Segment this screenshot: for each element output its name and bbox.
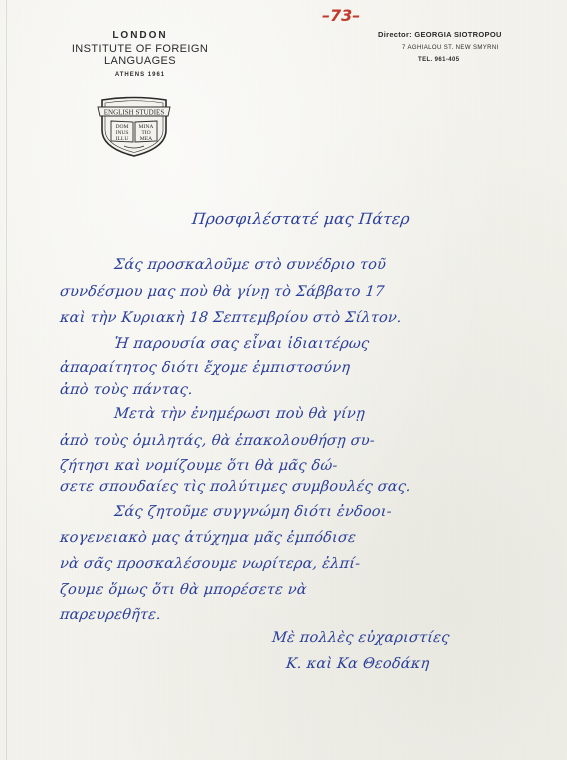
emblem-book-right-2: TIO — [141, 130, 151, 136]
letter-line: νὰ σᾶς προσκαλέσουμε νωρίτερα, ἐλπί- — [59, 556, 362, 572]
letter-line: ἀπὸ τοὺς ὁμιλητάς, θὰ ἐπακολουθήσῃ συ- — [59, 433, 376, 449]
emblem-book-right-1: MINA — [138, 124, 154, 130]
emblem-banner-text: ENGLISH STUDIES — [103, 108, 165, 117]
letterhead-director: Director: GEORGIA SIOTROPOU — [378, 30, 502, 39]
emblem-book-right-3: MEA — [139, 136, 153, 142]
letterhead-city: LONDON — [112, 30, 168, 41]
letter-line: σετε σπουδαίες τὶς πολύτιμες συμβουλές σας. — [59, 479, 412, 495]
letterhead-address: 7 AGHIALOU ST. NEW SMYRNI — [402, 45, 499, 51]
letter-line: ζήτησι καὶ νομίζουμε ὅτι θὰ μᾶς δώ- — [59, 458, 339, 474]
letter-line: συνδέσμου μας ποὺ θὰ γίνῃ τὸ Σάββατο 17 — [59, 284, 386, 300]
letter-line: Ἡ παρουσία σας εἶναι ἰδιαιτέρως — [113, 336, 371, 352]
letter-line: κογενειακὸ μας ἀτύχημα μᾶς ἐμπόδισε — [59, 530, 357, 546]
letterhead-left — [40, 30, 240, 78]
page-number: –73– — [322, 6, 361, 25]
letter-line: Σάς προσκαλοῦμε στὸ συνέδριο τοῦ — [113, 257, 387, 273]
letterhead-right — [378, 30, 538, 63]
letter-line: ζουμε ὅμως ὅτι θὰ μπορέσετε νὰ — [59, 582, 308, 598]
emblem-book-left-3: ILLU — [115, 136, 129, 142]
letter-closing: Μὲ πολλὲς εὐχαριστίες — [271, 630, 451, 646]
letter-salutation: Προσφιλέστατέ μας Πάτερ — [191, 210, 411, 228]
letter-line: καὶ τὴν Κυριακὴ 18 Σεπτεμβρίου στὸ Σίλτον. — [59, 310, 403, 326]
letter-signature: Κ. καὶ Κα Θεοδάκη — [285, 656, 431, 672]
emblem-book-left-2: INUS — [115, 130, 129, 136]
letter-line: Μετὰ τὴν ἐνημέρωσι ποὺ θὰ γίνῃ — [113, 406, 366, 422]
letterhead-telephone: TEL. 961-405 — [418, 57, 460, 63]
paper-edge — [6, 0, 7, 760]
letter-line: παρευρεθῆτε. — [59, 607, 162, 623]
letter-line: ἀπαραίτητος διότι ἔχομε ἐμπιστοσύνη — [59, 360, 352, 376]
letterhead-founded: ATHENS 1961 — [114, 72, 166, 78]
letterhead-institute: INSTITUTE OF FOREIGN LANGUAGES — [71, 43, 209, 67]
letter-line: Σάς ζητοῦμε συγγνώμη διότι ἐνδοοι- — [113, 504, 393, 520]
emblem-book-left-1: DOM — [115, 124, 129, 130]
english-studies-emblem — [94, 94, 174, 158]
letter-line: ἀπὸ τοὺς πάντας. — [59, 382, 194, 398]
